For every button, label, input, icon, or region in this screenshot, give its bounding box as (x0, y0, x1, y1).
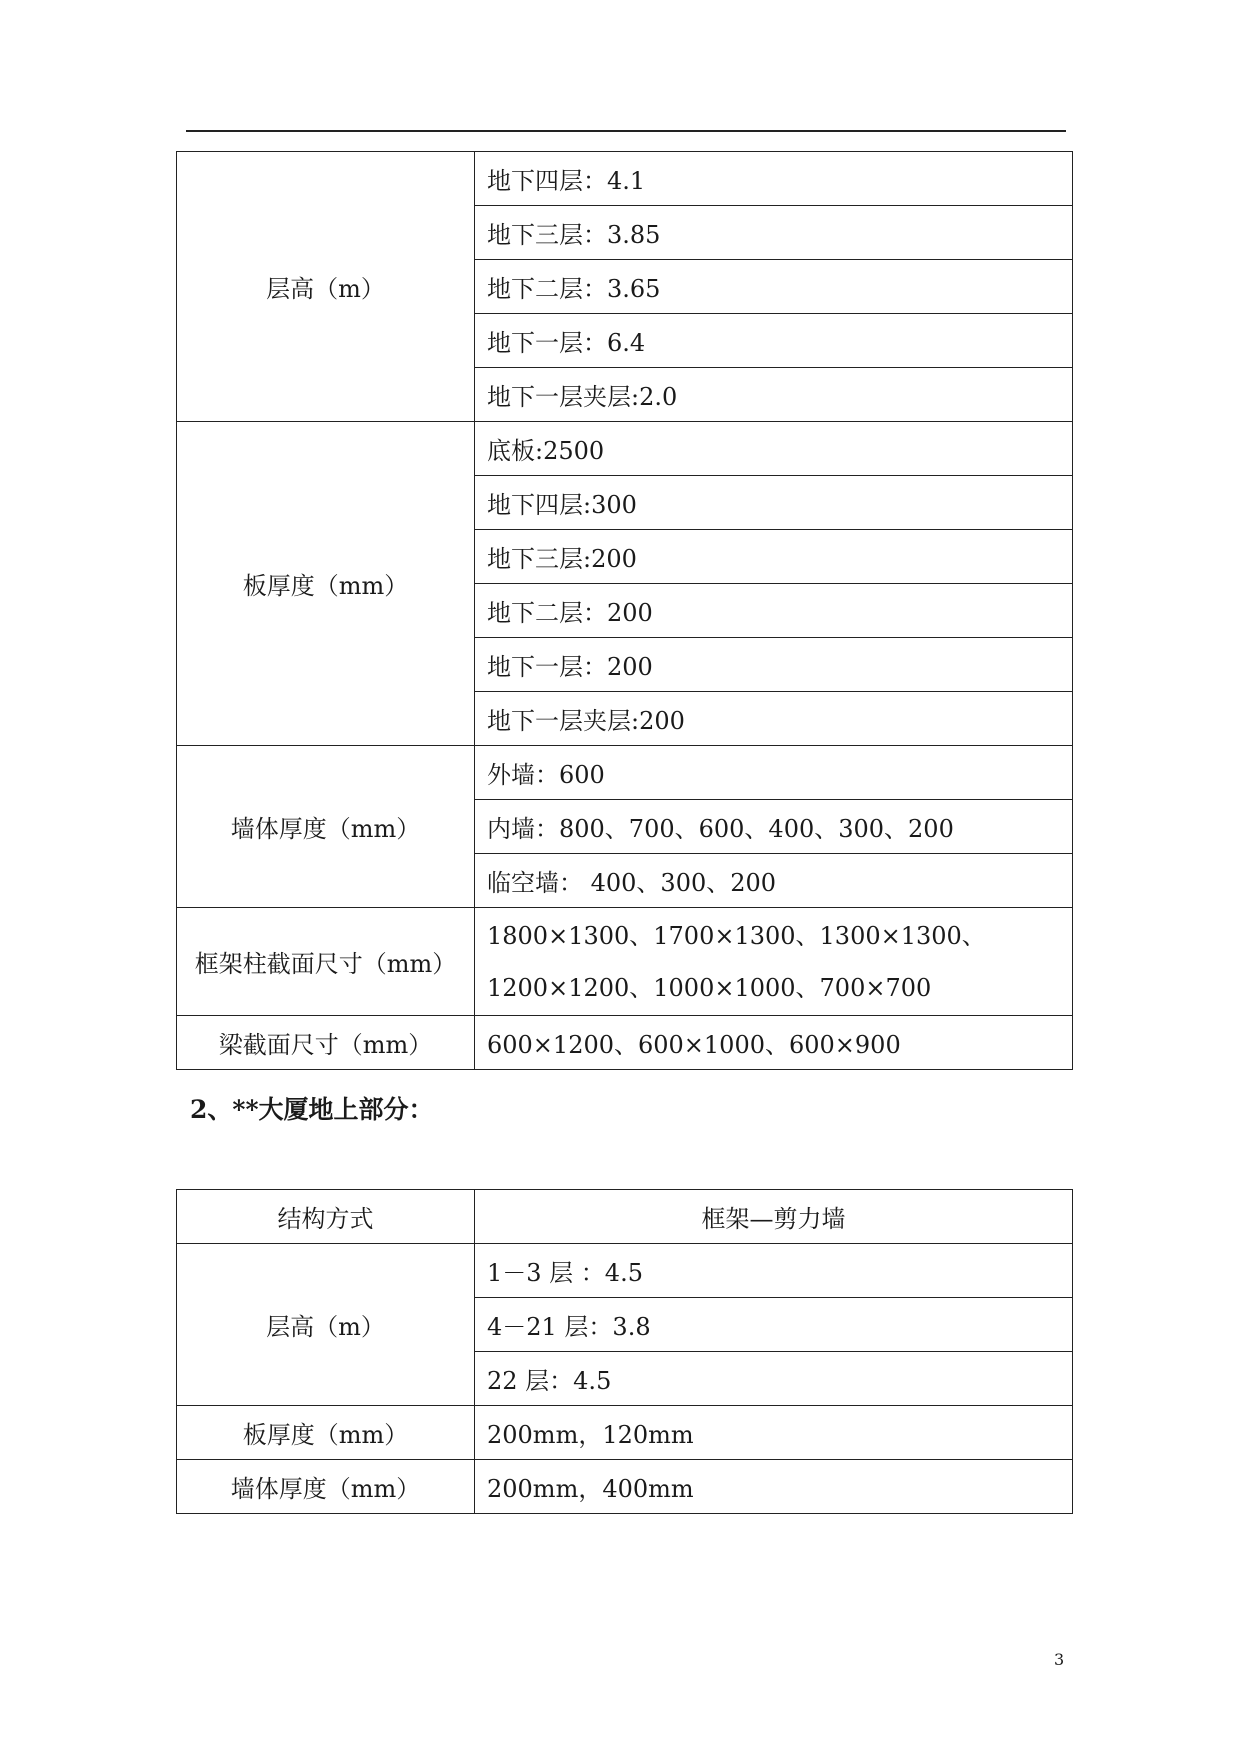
above-ground-structure-table (176, 1189, 1073, 1514)
floor-height-b4: 地下四层：4.1 (475, 152, 1073, 206)
wall-thickness-value: 200mm，400mm (475, 1460, 1073, 1514)
floor-height-b3: 地下三层：3.85 (475, 206, 1073, 260)
slab-thickness-b4: 地下四层:300 (475, 476, 1073, 530)
underground-structure-table (176, 151, 1073, 1070)
slab-thickness-label: 板厚度（mm） (177, 422, 475, 746)
wall-thickness-label: 墙体厚度（mm） (177, 1460, 475, 1514)
floor-height-22: 22 层：4.5 (475, 1352, 1073, 1406)
table-row (177, 908, 1073, 1016)
column-section-label: 框架柱截面尺寸（mm） (177, 908, 475, 1016)
floor-height-b1: 地下一层：6.4 (475, 314, 1073, 368)
floor-height-b1-mezzanine: 地下一层夹层:2.0 (475, 368, 1073, 422)
slab-thickness-b1: 地下一层：200 (475, 638, 1073, 692)
slab-thickness-b3: 地下三层:200 (475, 530, 1073, 584)
slab-thickness-b1-mezzanine: 地下一层夹层:200 (475, 692, 1073, 746)
beam-section-label: 梁截面尺寸（mm） (177, 1016, 475, 1070)
column-section-value: 1800×1300、1700×1300、1300×1300、1200×1200、1000×1000、700×700 (475, 908, 1073, 1016)
table-row (177, 1460, 1073, 1514)
beam-section-value: 600×1200、600×1000、600×900 (475, 1016, 1073, 1070)
header-rule (186, 130, 1066, 132)
wall-thickness-label: 墙体厚度（mm） (177, 746, 475, 908)
section-heading: 2、**大厦地上部分： (190, 1095, 434, 1124)
table-row (177, 1244, 1073, 1298)
slab-thickness-value: 200mm，120mm (475, 1406, 1073, 1460)
table-row (177, 422, 1073, 476)
slab-thickness-label: 板厚度（mm） (177, 1406, 475, 1460)
table-row (177, 1016, 1073, 1070)
wall-thickness-open-side: 临空墙： 400、300、200 (475, 854, 1073, 908)
table-row (177, 152, 1073, 206)
floor-height-4-21: 4－21 层：3.8 (475, 1298, 1073, 1352)
table-row (177, 1406, 1073, 1460)
wall-thickness-exterior: 外墙：600 (475, 746, 1073, 800)
slab-thickness-base: 底板:2500 (475, 422, 1073, 476)
floor-height-b2: 地下二层：3.65 (475, 260, 1073, 314)
floor-height-label: 层高（m） (177, 152, 475, 422)
table-row (177, 746, 1073, 800)
floor-height-label: 层高（m） (177, 1244, 475, 1406)
floor-height-1-3: 1－3 层 ：4.5 (475, 1244, 1073, 1298)
structure-label: 结构方式 (177, 1190, 475, 1244)
structure-value: 框架—剪力墙 (475, 1190, 1073, 1244)
wall-thickness-interior: 内墙：800、700、600、400、300、200 (475, 800, 1073, 854)
table-row (177, 1190, 1073, 1244)
slab-thickness-b2: 地下二层：200 (475, 584, 1073, 638)
page-number: 3 (1054, 1650, 1065, 1669)
